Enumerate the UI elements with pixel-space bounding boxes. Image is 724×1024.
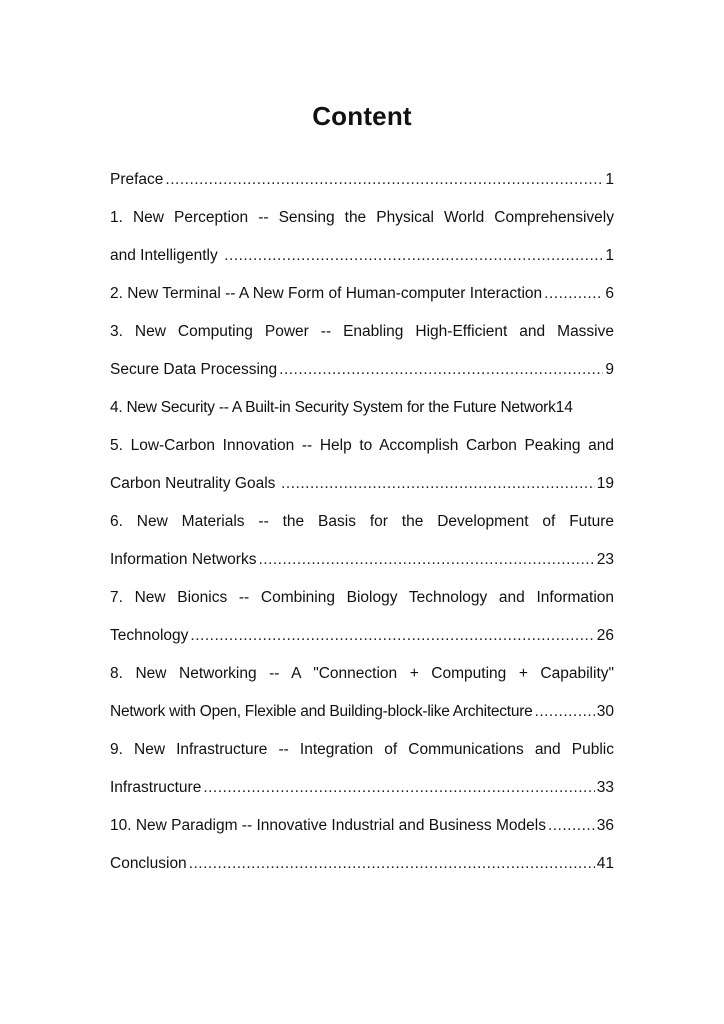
toc-page-number: 41 [596, 855, 614, 872]
toc-entry-1-line2[interactable] [110, 240, 614, 278]
dot-leader [279, 354, 603, 386]
toc-entry-label: 7. New Bionics -- Combining Biology Technology and Information [110, 589, 614, 606]
toc-entry-9-line2[interactable] [110, 772, 614, 810]
toc-page-number: 14 [555, 399, 573, 416]
toc-entry-1-line1[interactable] [110, 202, 614, 240]
toc-entry-label: Conclusion [110, 855, 187, 872]
toc-entry-label: Preface [110, 171, 164, 188]
dot-leader [203, 772, 594, 804]
toc-page-number: 9 [605, 361, 614, 378]
toc-entry-label-cont: Secure Data Processing [110, 361, 278, 378]
toc-entry-label: 9. New Infrastructure -- Integration of Communications and Public [110, 741, 614, 758]
toc-page-number: 1 [605, 171, 614, 188]
toc-entry-3-line2[interactable] [110, 354, 614, 392]
toc-entry-label-cont: Network with Open, Flexible and Building-block-like Architecture [110, 703, 533, 720]
toc-entry-label-cont: Carbon Neutrality Goals [110, 475, 276, 492]
toc-page-number: 36 [596, 817, 614, 834]
toc-page-number: 19 [596, 475, 614, 492]
toc-entry-5-line2[interactable] [110, 468, 614, 506]
toc-page-number: 1 [605, 247, 614, 264]
toc-page-number: 33 [596, 779, 614, 796]
toc-entry-label: 1. New Perception -- Sensing the Physical World Comprehensively [110, 209, 614, 226]
toc-entry-6-line1[interactable] [110, 506, 614, 544]
toc-entry-3-line1[interactable] [110, 316, 614, 354]
toc-entry-9-line1[interactable] [110, 734, 614, 772]
toc-entry-8-line2[interactable] [110, 696, 614, 734]
toc-page-number: 26 [596, 627, 614, 644]
dot-leader [165, 164, 603, 196]
toc-entry-label-cont: Information Networks [110, 551, 257, 568]
dot-leader [281, 468, 595, 500]
toc-entry-label: 3. New Computing Power -- Enabling High-Efficient and Massive [110, 323, 614, 340]
dot-leader [535, 696, 595, 728]
toc-entry-label: 5. Low-Carbon Innovation -- Help to Accomplish Carbon Peaking and [110, 437, 614, 454]
toc-entry-label-cont: Technology [110, 627, 189, 644]
page-title: Content [312, 101, 412, 131]
toc-entry-label: 10. New Paradigm -- Innovative Industrial and Business Models [110, 817, 546, 834]
toc-entry-6-line2[interactable] [110, 544, 614, 582]
toc-entry-8-line1[interactable] [110, 658, 614, 696]
toc-entry-label: 2. New Terminal -- A New Form of Human-computer Interaction [110, 285, 543, 302]
dot-leader [189, 848, 595, 880]
dot-leader [544, 278, 603, 310]
toc-page-number: 6 [605, 285, 614, 302]
toc-entry-conclusion[interactable] [110, 848, 614, 886]
toc-entry-label: 6. New Materials -- the Basis for the Development of Future [110, 513, 614, 530]
toc-entry-label: 8. New Networking -- A "Connection + Computing + Capability" [110, 665, 614, 682]
toc-entry-2[interactable] [110, 278, 614, 316]
toc-page-number: 23 [596, 551, 614, 568]
toc-entry-preface[interactable] [110, 164, 614, 202]
dot-leader [548, 810, 595, 842]
toc-entry-4[interactable] [110, 392, 614, 430]
dot-leader [224, 240, 603, 272]
toc-entry-7-line2[interactable] [110, 620, 614, 658]
toc-page-number: 30 [596, 703, 614, 720]
toc-entry-label-cont: Infrastructure [110, 779, 202, 796]
table-of-contents [110, 164, 614, 886]
toc-entry-5-line1[interactable] [110, 430, 614, 468]
dot-leader [190, 620, 594, 652]
toc-entry-7-line1[interactable] [110, 582, 614, 620]
toc-entry-label: 4. New Security -- A Built-in Security System for the Future Network [110, 399, 556, 416]
toc-entry-10[interactable] [110, 810, 614, 848]
toc-entry-label-cont: and Intelligently [110, 247, 218, 264]
dot-leader [258, 544, 594, 576]
